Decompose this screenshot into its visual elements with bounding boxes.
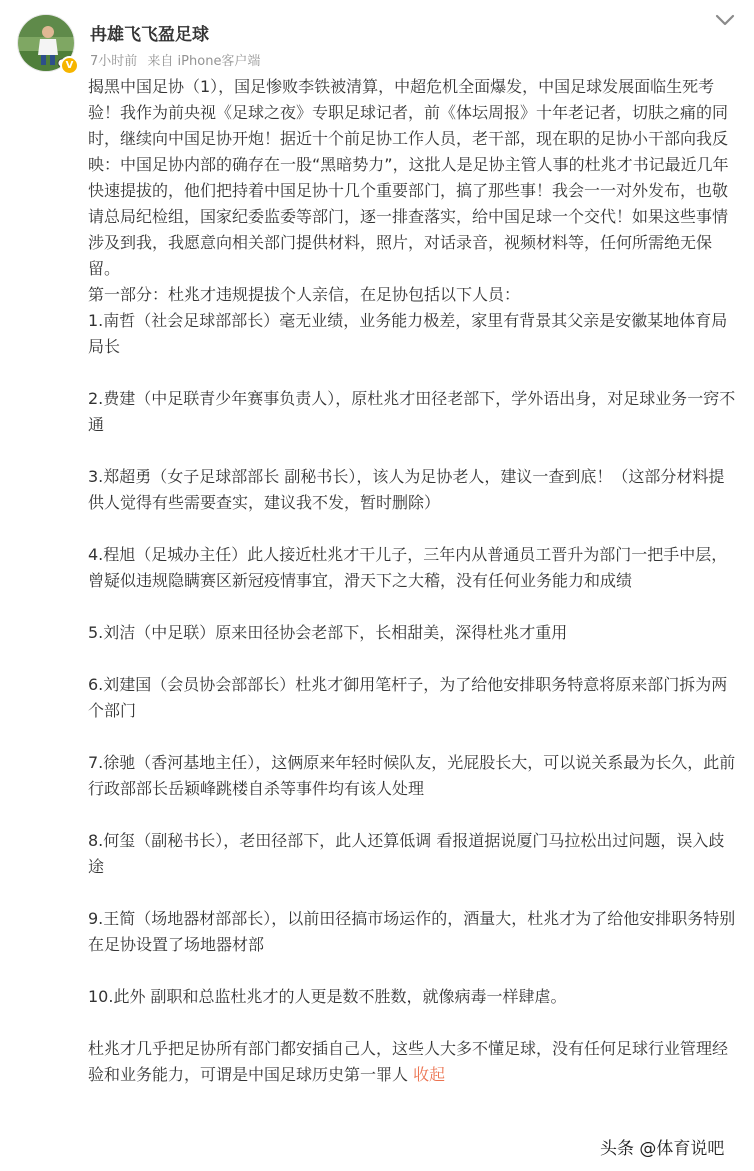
post-header: [0, 0, 754, 80]
watermark: 头条 @体育说吧: [600, 1139, 725, 1159]
chevron-down-icon[interactable]: [714, 12, 736, 28]
collapse-link[interactable]: 收起: [413, 1065, 446, 1084]
list-item: 2.费建（中足联青少年赛事负责人），原杜兆才田径老部下，学外语出身，对足球业务一窍不通: [88, 389, 736, 434]
list-item: 9.王简（场地器材部部长），以前田径搞市场运作的，酒量大，杜兆才为了给他安排职务特别在足协设置了场地器材部: [88, 909, 736, 954]
section-title: 第一部分：杜兆才违规提拔个人亲信，在足协包括以下人员：: [88, 285, 521, 304]
closing-text: 杜兆才几乎把足协所有部门都安插自己人，这些人大多不懂足球，没有任何足球行业管理经验和业务能力，可谓是中国足球历史第一罪人: [88, 1039, 729, 1084]
list-item: 5.刘洁（中足联）原来田径协会老部下，长相甜美，深得杜兆才重用: [88, 623, 568, 642]
list-item: 7.徐驰（香河基地主任），这俩原来年轻时候队友，光屁股长大，可以说关系最为长久，此前行政部部长岳颖峰跳楼自杀等事件均有该人处理: [88, 753, 736, 798]
verified-badge-icon: V: [60, 56, 79, 75]
list-item: 10.此外 副职和总监杜兆才的人更是数不胜数，就像病毒一样肆虐。: [88, 987, 567, 1006]
list-item: 1.南哲（社会足球部部长）毫无业绩，业务能力极差，家里有背景其父亲是安徽某地体育局局长: [88, 311, 728, 356]
list-item: 6.刘建国（会员协会部部长）杜兆才御用笔杆子，为了给他安排职务特意将原来部门拆为两个部门: [88, 675, 728, 720]
list-item: 8.何玺（副秘书长），老田径部下，此人还算低调 看报道据说厦门马拉松出过问题，误入歧途: [88, 831, 725, 876]
post-closing: [88, 1036, 738, 1088]
post-time[interactable]: 7小时前: [90, 54, 138, 69]
post-intro: 揭黑中国足协（1），国足惨败李铁被清算，中超危机全面爆发，中国足球发展面临生死考验！我作为前央视《足球之夜》专职足球记者，前《体坛周报》十年老记者，切肤之痛的同时，继续向中国足协开炮！据近十个前足协工作人员，老干部，现在职的足协小干部向我反映：中国足协内部的确存在一股“黑暗势力”，这批人是足协主管人事的杜兆才书记最近几年快速提拔的，他们把持着中国足协十几个重要部门，搞了那些事！我会一一对外发布，也敬请总局纪检组，国家纪委监委等部门，逐一排查落实，给中国足球一个交代！如果这些事情涉及到我，我愿意向相关部门提供材料，照片，对话录音，视频材料等，任何所需绝无保留。: [88, 77, 729, 278]
list-item: 3.郑超勇（女子足球部部长 副秘书长），该人为足协老人，建议一查到底！（这部分材料提供人觉得有些需要查实，建议我不发，暂时删除）: [88, 467, 725, 512]
post-content: [88, 74, 738, 1088]
list-item: 4.程旭（足城办主任）此人接近杜兆才干儿子，三年内从普通员工晋升为部门一把手中层，曾疑似违规隐瞒赛区新冠疫情事宜，滑天下之大稽，没有任何业务能力和成绩: [88, 545, 728, 590]
post-source: 来自 iPhone客户端: [147, 54, 261, 69]
post-meta: [90, 50, 260, 69]
author-name[interactable]: 冉雄飞飞盈足球: [90, 25, 209, 45]
